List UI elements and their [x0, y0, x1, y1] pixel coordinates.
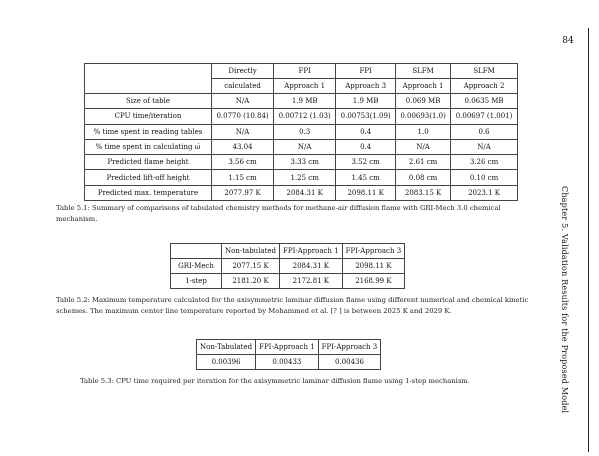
table-row — [171, 259, 405, 274]
table-cell: 0.069 MB — [396, 94, 451, 109]
row-label: % time spent in calculating ω̇ — [85, 139, 212, 154]
table-cpu-time — [196, 339, 381, 370]
table-caption: Table 5.1: Summary of comparisons of tabulated chemistry methods for methane-air diffusion flame with GRI-Mech 3.0 chemical mechanism. — [56, 204, 501, 224]
table-cell: 2168.99 K — [342, 274, 405, 289]
column-header: FPI — [274, 64, 336, 79]
table-cell: 1.25 cm — [274, 170, 336, 185]
table-cell: N/A — [451, 139, 518, 154]
column-header: SLFM — [396, 64, 451, 79]
row-label: Predicted max. temperature — [85, 185, 212, 200]
table-cell: 3.26 cm — [451, 155, 518, 170]
margin-rule — [588, 28, 589, 452]
column-header: Directly — [212, 64, 274, 79]
column-header: FPI-Approach 1 — [280, 244, 343, 259]
table-comparison-methods — [84, 63, 518, 201]
column-header: Non-Tabulated — [197, 340, 256, 355]
column-header: FPI-Approach 1 — [256, 340, 319, 355]
table-cell: N/A — [274, 139, 336, 154]
table-cell: 3.56 cm — [212, 155, 274, 170]
table-cell: 2172.81 K — [280, 274, 343, 289]
table-cell: 0.3 — [274, 124, 336, 139]
column-header: Approach 1 — [396, 79, 451, 94]
page-number: 84 — [562, 36, 574, 46]
table-caption: Table 5.3: CPU time required per iteration for the axisymmetric laminar diffusion flame using 1-step mechanism. — [80, 377, 470, 385]
table-row — [85, 170, 518, 185]
table-cell: 0.0770 (10.84) — [212, 109, 274, 124]
table-cell: 0.6 — [451, 124, 518, 139]
page-margin — [553, 36, 583, 446]
table-caption: Table 5.2: Maximum temperature calculated for the axisymmetric laminar diffusion flame using different numerical and chemical kinetic schemes. The maximum center line temperature reported by Mohammed et al. [? ] is between 2025 K and 2029 K. — [56, 296, 529, 316]
table-cell: 1.15 cm — [212, 170, 274, 185]
table-cell: 0.4 — [336, 139, 396, 154]
column-header: Approach 3 — [336, 79, 396, 94]
table-corner-cell — [171, 244, 222, 259]
table-cell: 1.45 cm — [336, 170, 396, 185]
row-label: GRI-Mech — [171, 259, 222, 274]
table-header-row — [197, 340, 381, 355]
table-cell: 2077.15 K — [222, 259, 280, 274]
table-cell: 0.4 — [336, 124, 396, 139]
row-label: % time spent in reading tables — [85, 124, 212, 139]
table-row — [85, 155, 518, 170]
column-header: Approach 2 — [451, 79, 518, 94]
table-max-temperature — [170, 243, 405, 289]
table-cell: 3.33 cm — [274, 155, 336, 170]
table-header-row — [85, 64, 518, 79]
column-header: SLFM — [451, 64, 518, 79]
column-header: calculated — [212, 79, 274, 94]
table-cell: N/A — [212, 124, 274, 139]
table-row — [171, 274, 405, 289]
table-header-row — [171, 244, 405, 259]
table-cell: 2077.97 K — [212, 185, 274, 200]
table-cell: 0.00436 — [318, 355, 381, 370]
table-cell: 2098.11 K — [342, 259, 405, 274]
table-cell: N/A — [212, 94, 274, 109]
table-cell: 2084.31 K — [274, 185, 336, 200]
column-header: FPI — [336, 64, 396, 79]
table-cell: 43.04 — [212, 139, 274, 154]
table-cell: 0.0635 MB — [451, 94, 518, 109]
table-cell: 0.00753(1.09) — [336, 109, 396, 124]
column-header: Non-tabulated — [222, 244, 280, 259]
table-cell: 0.10 cm — [451, 170, 518, 185]
row-label: Size of table — [85, 94, 212, 109]
table-cell: 0.00693(1.0) — [396, 109, 451, 124]
table-cell: 1.9 MB — [274, 94, 336, 109]
table-row — [197, 355, 381, 370]
row-label: 1-step — [171, 274, 222, 289]
table-row — [85, 124, 518, 139]
table-cell: 0.08 cm — [396, 170, 451, 185]
table-cell: 2083.15 K — [396, 185, 451, 200]
table-cell: 0.00396 — [197, 355, 256, 370]
table-row — [85, 139, 518, 154]
table-cell: 2084.31 K — [280, 259, 343, 274]
table-cell: 0.00433 — [256, 355, 319, 370]
row-label: CPU time/iteration — [85, 109, 212, 124]
column-header: FPI-Approach 3 — [318, 340, 381, 355]
column-header: Approach 1 — [274, 79, 336, 94]
table-cell: 2181.20 K — [222, 274, 280, 289]
table-cell: 2098.11 K — [336, 185, 396, 200]
table-cell: 1.9 MB — [336, 94, 396, 109]
table-row — [85, 94, 518, 109]
table-cell: 0.00712 (1.03) — [274, 109, 336, 124]
table-cell: 3.52 cm — [336, 155, 396, 170]
table-cell: 2023.1 K — [451, 185, 518, 200]
column-header: FPI-Approach 3 — [342, 244, 405, 259]
table-cell: 0.00697 (1.001) — [451, 109, 518, 124]
table-corner-cell — [85, 64, 212, 94]
row-label: Predicted lift-off height — [85, 170, 212, 185]
row-label: Predicted flame height — [85, 155, 212, 170]
table-cell: 1.0 — [396, 124, 451, 139]
running-head: Chapter 5. Validation Results for the Proposed Model — [560, 186, 569, 414]
table-row — [85, 185, 518, 200]
table-row — [85, 109, 518, 124]
table-cell: 2.61 cm — [396, 155, 451, 170]
table-cell: N/A — [396, 139, 451, 154]
